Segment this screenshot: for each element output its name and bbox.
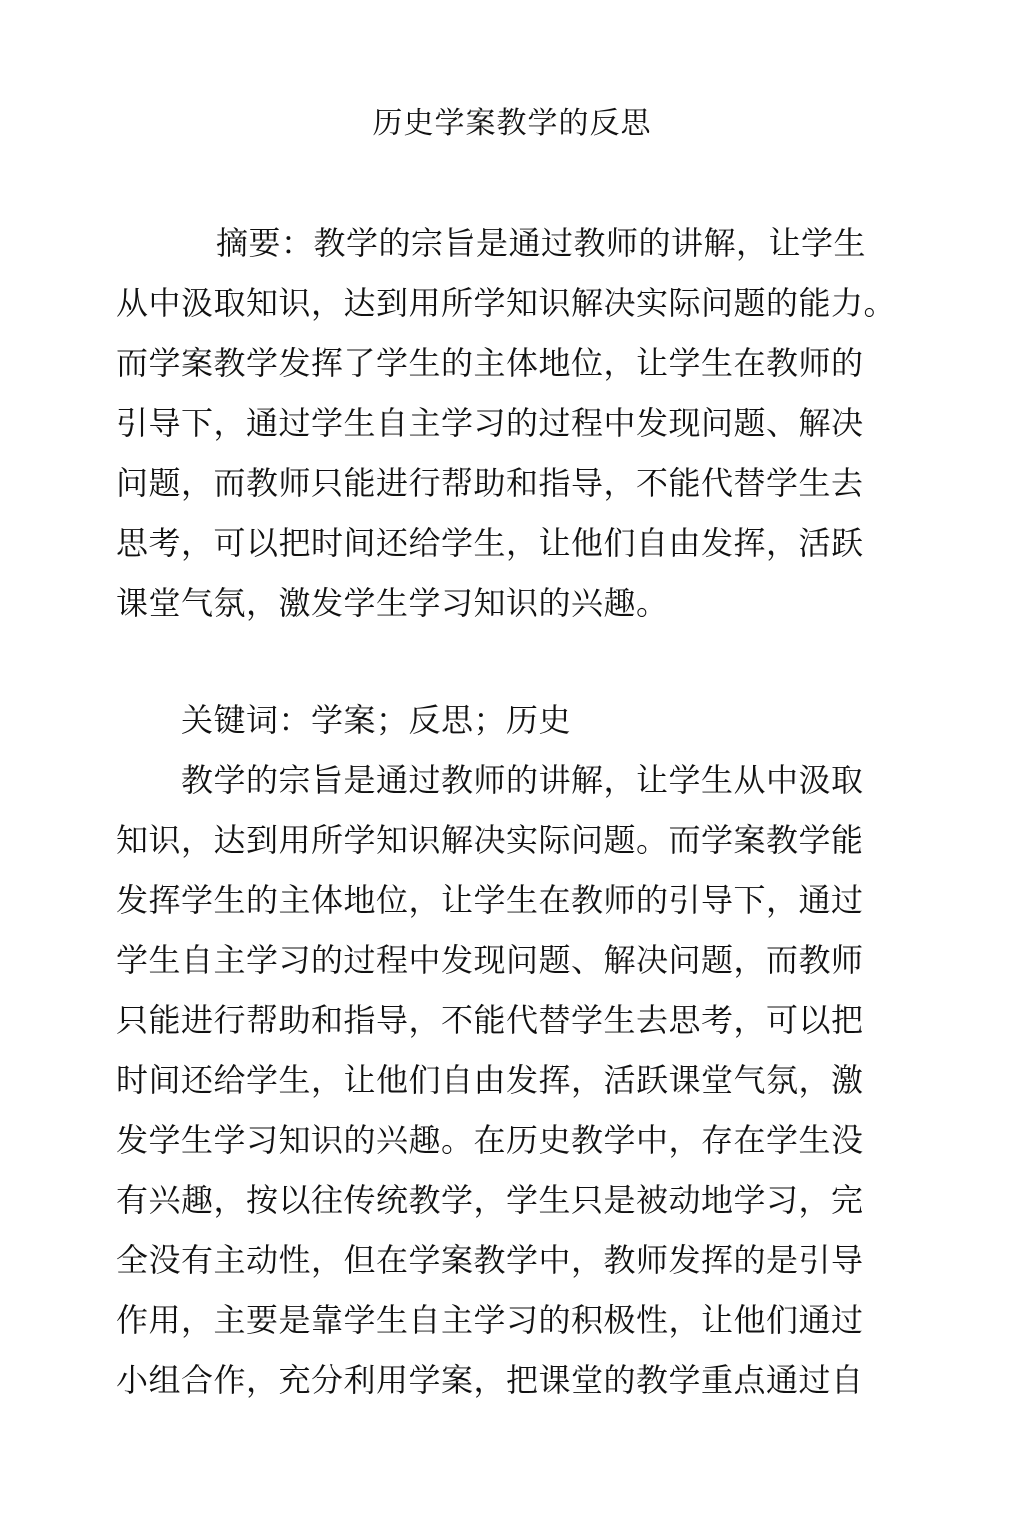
body-line: 学生自主学习的过程中发现问题、解决问题，而教师 — [116, 941, 864, 979]
abstract-line: 从中汲取知识，达到用所学知识解决实际问题的能力。 — [116, 284, 897, 322]
body-line: 只能进行帮助和指导，不能代替学生去思考，可以把 — [116, 1001, 864, 1039]
abstract-line: 摘要：教学的宗旨是通过教师的讲解，让学生 — [216, 224, 867, 262]
abstract-line: 而学案教学发挥了学生的主体地位，让学生在教师的 — [116, 344, 864, 382]
abstract-line: 问题，而教师只能进行帮助和指导，不能代替学生去 — [116, 464, 864, 502]
document-title: 历史学案教学的反思 — [372, 106, 652, 141]
body-line: 有兴趣，按以往传统教学，学生只是被动地学习，完 — [116, 1181, 864, 1219]
body-line: 小组合作，充分利用学案，把课堂的教学重点通过自 — [116, 1361, 864, 1399]
abstract-line: 课堂气氛，激发学生学习知识的兴趣。 — [116, 584, 669, 622]
body-line: 发学生学习知识的兴趣。在历史教学中，存在学生没 — [116, 1121, 864, 1159]
abstract-line: 引导下，通过学生自主学习的过程中发现问题、解决 — [116, 404, 864, 442]
body-line: 全没有主动性，但在学案教学中，教师发挥的是引导 — [116, 1241, 864, 1279]
body-line: 知识，达到用所学知识解决实际问题。而学案教学能 — [116, 821, 864, 859]
keywords-line: 关键词：学案；反思；历史 — [181, 701, 572, 739]
body-line: 发挥学生的主体地位，让学生在教师的引导下，通过 — [116, 881, 864, 919]
body-line: 作用，主要是靠学生自主学习的积极性，让他们通过 — [116, 1301, 864, 1339]
body-line: 时间还给学生，让他们自由发挥，活跃课堂气氛，激 — [116, 1061, 864, 1099]
body-line: 教学的宗旨是通过教师的讲解，让学生从中汲取 — [181, 761, 864, 799]
abstract-line: 思考，可以把时间还给学生，让他们自由发挥，活跃 — [116, 524, 864, 562]
